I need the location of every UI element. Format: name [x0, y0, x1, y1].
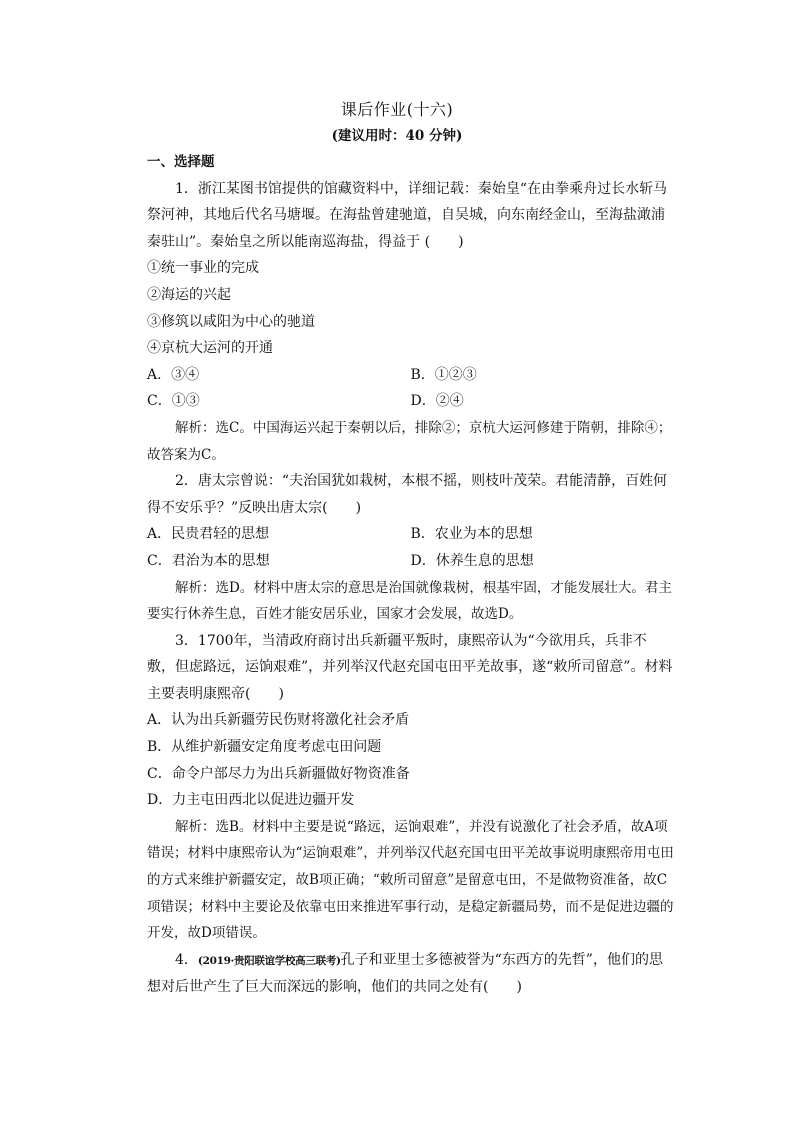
question-4-stem: 孔子和亚里士多德被誉为“东西方的先哲”，他们的思想对后世产生了巨大而深远的影响，他们的共同之处有( ) [147, 951, 663, 996]
question-1-option-b: B．①②③ [410, 366, 477, 383]
question-4 [147, 947, 674, 1001]
page-title: 课后作业(十六) [340, 100, 454, 119]
question-1-answer: 解析：选C。中国海运兴起于秦朝以后，排除②；京杭大运河修建于隋朝，排除④；故答案为C。 [147, 419, 672, 463]
section-heading: 一、选择题 [147, 154, 215, 170]
question-3-answer: 解析：选B。材料中主要是说“路远，运饷艰难”，并没有说激化了社会矛盾，故A项错误；材料中康熙帝认为“运饷艰难”，并列举汉代赵充国屯田平羌故事说明康熙帝用屯田的方式来维护新疆安定，故B项正确；“敕所司留意”是留意屯田，不是做物资准备，故C项错误；材料中主要论及依靠屯田来推进军事行动，是稳定新疆局势，而不是促进边疆的开发，故D项错误。 [147, 818, 674, 942]
question-1-option-c: C．①③ [147, 393, 200, 410]
content [147, 149, 674, 1001]
question-3-option-b: B．从维护新疆安定角度考虑屯田问题 [147, 739, 382, 756]
question-3-stem: 3．1700年，当清政府商讨出兵新疆平叛时，康熙帝认为“今欲用兵，兵非不敷，但虑路远，运饷艰难”，并列举汉代赵充国屯田平羌故事，遂“敕所司留意”。材料主要表明康熙帝( ) [147, 632, 673, 702]
question-1-options-row-1 [147, 362, 674, 389]
question-2-options-row-1 [147, 521, 674, 548]
question-1-option-a: A．③④ [147, 366, 200, 383]
question-2-options-row-2 [147, 548, 674, 575]
question-2-answer: 解析：选D。材料中唐太宗的意思是治国就像栽树，根基牢固，才能发展壮大。君主要实行休养生息，百姓才能安居乐业，国家才会发展，故选D。 [147, 579, 672, 623]
question-1-item-4: ④京杭大运河的开通 [147, 340, 273, 357]
question-1-item-1: ①统一事业的完成 [147, 260, 259, 277]
question-3-option-a: A．认为出兵新疆劳民伤财将激化社会矛盾 [147, 712, 410, 729]
question-2-stem: 2．唐太宗曾说：“夫治国犹如栽树，本根不摇，则枝叶茂荣。君能清静，百姓何得不安乐乎？”反映出唐太宗( ) [147, 473, 668, 516]
question-1-options-row-2 [147, 388, 674, 415]
question-2-option-c: C．君治为本的思想 [147, 552, 270, 569]
question-4-source: (2019·贵阳联谊学校高三联考) [197, 954, 341, 967]
question-2-option-d: D．休养生息的思想 [410, 552, 534, 569]
question-3-option-c: C．命令户部尽力为出兵新疆做好物资准备 [147, 765, 410, 782]
question-3-option-d: D．力主屯田西北以促进边疆开发 [147, 792, 355, 809]
page-subtitle: (建议用时：40 分钟) [331, 128, 463, 144]
question-2-option-b: B．农业为本的思想 [410, 526, 533, 543]
question-1-item-2: ②海运的兴起 [147, 286, 231, 303]
question-1-option-d: D．②④ [410, 393, 464, 410]
question-1-item-3: ③修筑以咸阳为中心的驰道 [147, 313, 315, 330]
question-4-number: 4． [175, 951, 198, 968]
question-2-option-a: A．民贵君轻的思想 [147, 526, 270, 543]
question-1-stem: 1．浙江某图书馆提供的馆藏资料中，详细记载：秦始皇“在由拳乘舟过长水斩马祭河神，其地后代名马塘堰。在海盐曾建驰道，自吴城，向东南经金山，至海盐澉浦秦驻山”。秦始皇之所以能南巡海盐，得益于 ( ) [147, 180, 668, 250]
